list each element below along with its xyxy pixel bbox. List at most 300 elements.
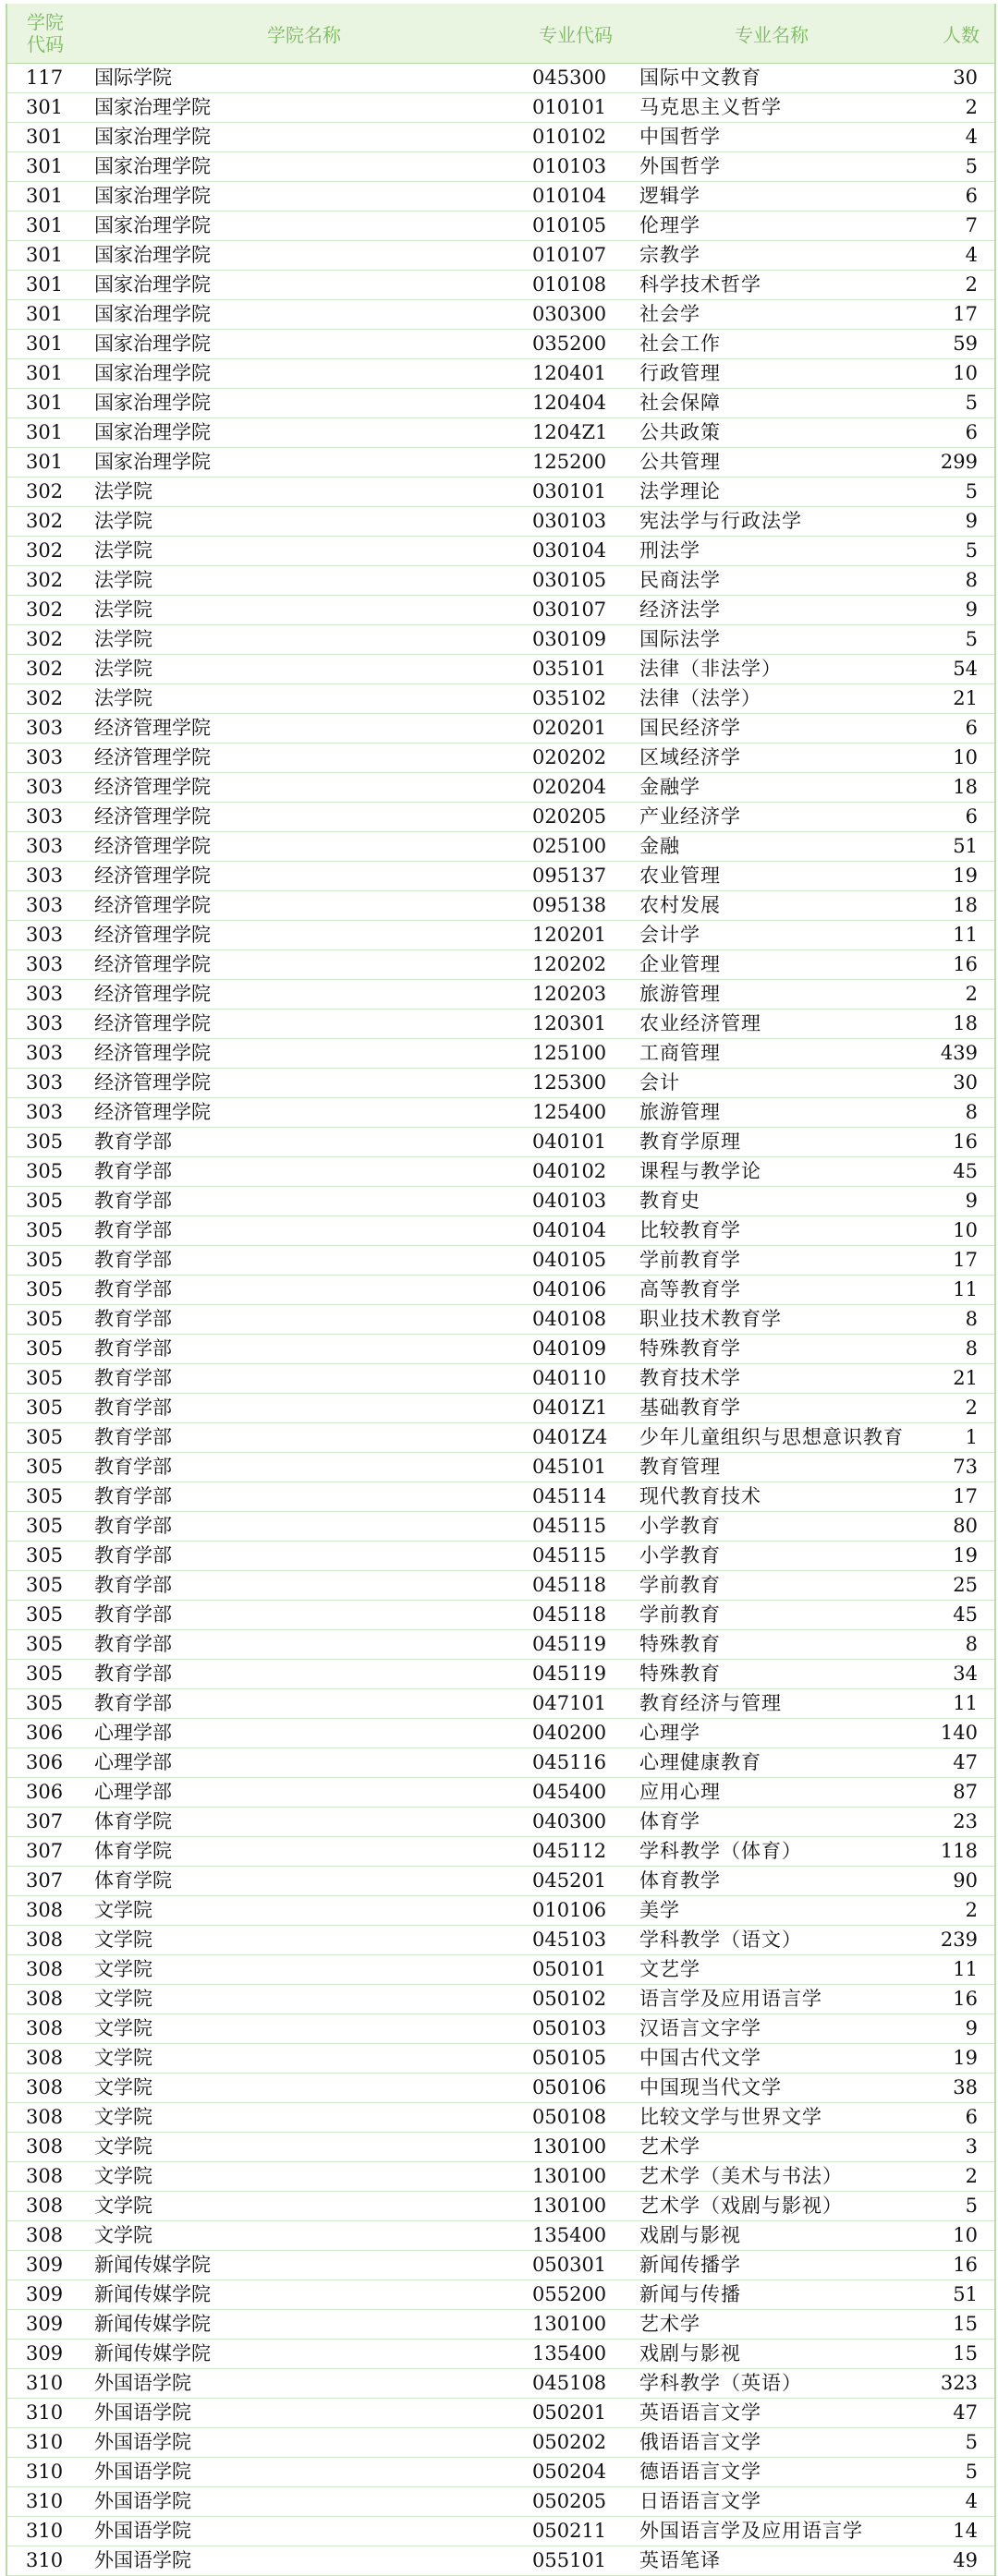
cell-college-name: 教育学部 [94, 1663, 172, 1685]
cell-major-name: 比较文学与世界文学 [639, 2106, 822, 2128]
cell-college-code: 117 [26, 67, 64, 89]
table-row [7, 1187, 994, 1216]
cell-count: 21 [953, 687, 978, 709]
cell-major-code: 040200 [532, 1722, 607, 1744]
cell-major-code: 045115 [532, 1515, 607, 1537]
cell-college-name: 教育学部 [94, 1426, 172, 1448]
cell-college-code: 302 [26, 539, 64, 562]
cell-major-name: 教育学原理 [639, 1131, 741, 1153]
cell-count: 9 [965, 1190, 978, 1212]
table-row [7, 123, 994, 152]
cell-college-name: 教育学部 [94, 1190, 172, 1212]
cell-major-name: 俄语语言文学 [639, 2431, 761, 2453]
cell-major-code: 010107 [532, 244, 607, 266]
table-row [7, 744, 994, 773]
cell-college-name: 教育学部 [94, 1515, 172, 1537]
table-row [7, 773, 994, 803]
cell-college-code: 303 [26, 924, 64, 946]
table-row [7, 2399, 994, 2428]
cell-college-name: 教育学部 [94, 1278, 172, 1300]
cell-count: 6 [965, 2106, 978, 2128]
cell-college-code: 308 [26, 2165, 64, 2187]
table-row [7, 921, 994, 950]
cell-count: 17 [953, 303, 978, 325]
cell-college-name: 体育学院 [94, 1840, 172, 1862]
cell-count: 8 [965, 1633, 978, 1655]
cell-major-code: 045112 [532, 1840, 607, 1862]
table-row [7, 980, 994, 1010]
cell-major-code: 030101 [532, 480, 607, 502]
table-row [7, 714, 994, 744]
table-row [7, 389, 994, 418]
cell-college-code: 310 [26, 2520, 64, 2542]
table-row [7, 1867, 994, 1896]
cell-college-name: 教育学部 [94, 1544, 172, 1566]
cell-major-name: 文艺学 [639, 1958, 700, 1980]
cell-major-code: 010101 [532, 96, 607, 118]
cell-major-name: 旅游管理 [639, 983, 721, 1005]
cell-count: 8 [965, 1101, 978, 1123]
cell-college-name: 经济管理学院 [94, 1012, 211, 1034]
cell-count: 6 [965, 805, 978, 828]
cell-college-name: 教育学部 [94, 1337, 172, 1360]
cell-college-name: 教育学部 [94, 1574, 172, 1596]
cell-college-name: 体育学院 [94, 1869, 172, 1892]
cell-count: 17 [953, 1485, 978, 1507]
table-row [7, 1069, 994, 1098]
cell-count: 323 [940, 2372, 978, 2394]
cell-college-code: 305 [26, 1692, 64, 1714]
header-major-name: 专业名称 [735, 23, 809, 46]
enrollment-table [6, 4, 996, 2576]
cell-college-name: 教育学部 [94, 1131, 172, 1153]
cell-major-code: 035101 [532, 658, 607, 680]
cell-college-name: 文学院 [94, 2224, 152, 2246]
cell-major-name: 金融 [639, 835, 680, 857]
cell-major-code: 010106 [532, 1899, 607, 1921]
cell-college-name: 教育学部 [94, 1633, 172, 1655]
table-row [7, 950, 994, 980]
cell-college-code: 310 [26, 2461, 64, 2483]
cell-college-code: 302 [26, 628, 64, 650]
cell-major-code: 050101 [532, 1958, 607, 1980]
cell-count: 51 [953, 835, 978, 857]
cell-major-code: 040102 [532, 1160, 607, 1182]
cell-college-code: 302 [26, 569, 64, 591]
cell-major-name: 戏剧与影视 [639, 2224, 741, 2246]
table-row [7, 478, 994, 507]
header-major-code: 专业代码 [539, 23, 613, 46]
cell-count: 25 [953, 1574, 978, 1596]
cell-major-code: 050102 [532, 1988, 607, 2010]
cell-count: 5 [965, 155, 978, 177]
cell-major-name: 日语语言文学 [639, 2490, 761, 2512]
cell-college-name: 教育学部 [94, 1692, 172, 1714]
cell-count: 80 [953, 1515, 978, 1537]
cell-college-code: 305 [26, 1308, 64, 1330]
cell-count: 34 [953, 1663, 978, 1685]
cell-count: 10 [953, 362, 978, 384]
cell-major-code: 120202 [532, 953, 607, 975]
cell-college-name: 文学院 [94, 2106, 152, 2128]
cell-major-code: 130100 [532, 2165, 607, 2187]
cell-college-name: 外国语学院 [94, 2461, 191, 2483]
cell-count: 16 [953, 953, 978, 975]
cell-count: 59 [953, 333, 978, 355]
cell-count: 8 [965, 1308, 978, 1330]
cell-college-code: 302 [26, 658, 64, 680]
cell-major-name: 工商管理 [639, 1042, 721, 1064]
cell-college-code: 308 [26, 1988, 64, 2010]
cell-major-name: 艺术学 [639, 2135, 700, 2158]
cell-college-name: 文学院 [94, 1988, 152, 2010]
cell-major-name: 中国现当代文学 [639, 2076, 782, 2098]
cell-major-name: 英语笔译 [639, 2549, 721, 2571]
cell-count: 4 [965, 244, 978, 266]
table-body [7, 64, 994, 2576]
cell-major-name: 金融学 [639, 776, 700, 798]
cell-count: 2 [965, 96, 978, 118]
cell-major-name: 戏剧与影视 [639, 2342, 741, 2364]
cell-major-name: 教育管理 [639, 1456, 721, 1478]
cell-count: 6 [965, 185, 978, 207]
table-row [7, 537, 994, 566]
cell-college-code: 301 [26, 155, 64, 177]
cell-college-name: 国家治理学院 [94, 126, 211, 148]
cell-college-name: 经济管理学院 [94, 953, 211, 975]
cell-major-code: 130100 [532, 2195, 607, 2217]
table-row [7, 448, 994, 478]
cell-college-code: 307 [26, 1840, 64, 1862]
cell-major-code: 055200 [532, 2283, 607, 2305]
cell-major-code: 020201 [532, 717, 607, 739]
cell-college-name: 经济管理学院 [94, 805, 211, 828]
cell-major-code: 040110 [532, 1367, 607, 1389]
table-row [7, 1246, 994, 1276]
table-row [7, 2280, 994, 2310]
cell-count: 10 [953, 746, 978, 768]
cell-major-code: 040300 [532, 1810, 607, 1832]
table-row [7, 241, 994, 271]
table-row [7, 1010, 994, 1039]
table-row [7, 2044, 994, 2074]
cell-count: 299 [940, 451, 978, 473]
cell-count: 45 [953, 1603, 978, 1626]
cell-major-code: 040101 [532, 1131, 607, 1153]
cell-major-code: 045400 [532, 1781, 607, 1803]
cell-college-code: 305 [26, 1249, 64, 1271]
cell-major-name: 体育教学 [639, 1869, 721, 1892]
cell-college-name: 文学院 [94, 2135, 152, 2158]
cell-count: 4 [965, 126, 978, 148]
cell-college-name: 国家治理学院 [94, 273, 211, 296]
cell-college-name: 心理学部 [94, 1722, 172, 1744]
table-row [7, 2487, 994, 2517]
table-row [7, 1719, 994, 1748]
cell-major-code: 010103 [532, 155, 607, 177]
cell-college-name: 新闻传媒学院 [94, 2254, 211, 2276]
cell-major-code: 045103 [532, 1929, 607, 1951]
cell-major-name: 艺术学（戏剧与影视） [639, 2195, 843, 2217]
table-row [7, 418, 994, 448]
cell-major-code: 040103 [532, 1190, 607, 1212]
cell-major-name: 特殊教育 [639, 1663, 721, 1685]
table-row [7, 2192, 994, 2221]
table-row [7, 1630, 994, 1660]
cell-major-name: 小学教育 [639, 1515, 721, 1537]
cell-count: 5 [965, 392, 978, 414]
table-row [7, 1896, 994, 1926]
cell-college-code: 305 [26, 1131, 64, 1153]
table-row [7, 2517, 994, 2546]
cell-major-name: 刑法学 [639, 539, 700, 562]
cell-major-code: 045115 [532, 1544, 607, 1566]
cell-count: 2 [965, 2165, 978, 2187]
cell-major-code: 040105 [532, 1249, 607, 1271]
cell-major-name: 社会学 [639, 303, 700, 325]
cell-major-name: 特殊教育 [639, 1633, 721, 1655]
cell-college-code: 302 [26, 510, 64, 532]
cell-count: 87 [953, 1781, 978, 1803]
cell-college-code: 303 [26, 776, 64, 798]
cell-college-code: 303 [26, 805, 64, 828]
table-row [7, 2546, 994, 2576]
cell-college-code: 303 [26, 1042, 64, 1064]
cell-count: 19 [953, 2047, 978, 2069]
cell-college-name: 外国语学院 [94, 2372, 191, 2394]
cell-count: 3 [965, 2135, 978, 2158]
cell-college-code: 301 [26, 185, 64, 207]
cell-college-code: 301 [26, 421, 64, 443]
cell-count: 21 [953, 1367, 978, 1389]
cell-major-name: 学前教育学 [639, 1249, 741, 1271]
cell-count: 2 [965, 273, 978, 296]
cell-count: 15 [953, 2313, 978, 2335]
cell-college-code: 303 [26, 1012, 64, 1034]
cell-count: 2 [965, 1397, 978, 1419]
cell-college-code: 305 [26, 1574, 64, 1596]
cell-college-name: 国家治理学院 [94, 421, 211, 443]
table-row [7, 1542, 994, 1571]
cell-count: 10 [953, 1219, 978, 1241]
table-row [7, 1808, 994, 1837]
cell-major-name: 德语语言文学 [639, 2461, 761, 2483]
cell-major-name: 特殊教育学 [639, 1337, 741, 1360]
table-row [7, 2458, 994, 2487]
cell-count: 5 [965, 2461, 978, 2483]
cell-major-name: 会计学 [639, 924, 700, 946]
cell-count: 11 [953, 1958, 978, 1980]
cell-major-code: 050105 [532, 2047, 607, 2069]
table-row [7, 1926, 994, 1955]
table-row [7, 2369, 994, 2399]
table-row [7, 1660, 994, 1689]
cell-major-code: 045118 [532, 1574, 607, 1596]
table-row [7, 1305, 994, 1335]
cell-major-code: 030300 [532, 303, 607, 325]
cell-college-code: 301 [26, 392, 64, 414]
cell-major-code: 120301 [532, 1012, 607, 1034]
cell-major-name: 艺术学 [639, 2313, 700, 2335]
table-row [7, 2221, 994, 2251]
cell-major-name: 汉语言文字学 [639, 2017, 761, 2039]
cell-count: 90 [953, 1869, 978, 1892]
table-row [7, 1955, 994, 1985]
cell-college-code: 301 [26, 126, 64, 148]
cell-college-code: 301 [26, 96, 64, 118]
table-row [7, 803, 994, 832]
cell-college-name: 新闻传媒学院 [94, 2313, 211, 2335]
cell-college-code: 305 [26, 1544, 64, 1566]
cell-count: 47 [953, 1751, 978, 1773]
cell-major-code: 135400 [532, 2224, 607, 2246]
cell-major-code: 050202 [532, 2431, 607, 2453]
cell-college-code: 301 [26, 333, 64, 355]
cell-college-code: 303 [26, 1071, 64, 1094]
cell-college-name: 新闻传媒学院 [94, 2283, 211, 2305]
cell-major-name: 宪法学与行政法学 [639, 510, 802, 532]
cell-college-name: 经济管理学院 [94, 746, 211, 768]
cell-college-name: 国家治理学院 [94, 392, 211, 414]
cell-major-name: 美学 [639, 1899, 680, 1921]
cell-major-name: 国际法学 [639, 628, 721, 650]
cell-major-name: 现代教育技术 [639, 1485, 761, 1507]
table-row [7, 1394, 994, 1423]
cell-major-code: 010102 [532, 126, 607, 148]
cell-major-code: 120203 [532, 983, 607, 1005]
cell-count: 5 [965, 628, 978, 650]
table-row [7, 1778, 994, 1808]
cell-count: 6 [965, 717, 978, 739]
cell-college-code: 305 [26, 1219, 64, 1241]
cell-count: 9 [965, 599, 978, 621]
cell-major-name: 学前教育 [639, 1603, 721, 1626]
cell-major-name: 心理健康教育 [639, 1751, 761, 1773]
cell-major-code: 045108 [532, 2372, 607, 2394]
cell-major-name: 法律（非法学） [639, 658, 782, 680]
cell-college-code: 302 [26, 480, 64, 502]
cell-college-name: 心理学部 [94, 1751, 172, 1773]
cell-college-name: 法学院 [94, 569, 152, 591]
cell-college-name: 法学院 [94, 628, 152, 650]
table-row [7, 507, 994, 537]
table-row [7, 2074, 994, 2103]
cell-major-code: 125200 [532, 451, 607, 473]
cell-count: 2 [965, 983, 978, 1005]
cell-major-name: 艺术学（美术与书法） [639, 2165, 843, 2187]
cell-college-name: 国家治理学院 [94, 185, 211, 207]
cell-college-code: 305 [26, 1190, 64, 1212]
cell-college-name: 文学院 [94, 1929, 152, 1951]
cell-major-name: 区域经济学 [639, 746, 741, 768]
cell-college-name: 经济管理学院 [94, 924, 211, 946]
cell-major-name: 旅游管理 [639, 1101, 721, 1123]
cell-college-name: 外国语学院 [94, 2490, 191, 2512]
cell-college-code: 302 [26, 599, 64, 621]
cell-major-code: 030109 [532, 628, 607, 650]
cell-major-code: 045101 [532, 1456, 607, 1478]
cell-college-code: 305 [26, 1456, 64, 1478]
cell-college-code: 308 [26, 2047, 64, 2069]
table-row [7, 1276, 994, 1305]
cell-major-code: 050108 [532, 2106, 607, 2128]
cell-major-name: 宗教学 [639, 244, 700, 266]
cell-major-name: 逻辑学 [639, 185, 700, 207]
table-row [7, 1689, 994, 1719]
cell-major-name: 社会保障 [639, 392, 721, 414]
table-row [7, 2428, 994, 2458]
cell-major-code: 045118 [532, 1603, 607, 1626]
cell-college-code: 301 [26, 273, 64, 296]
cell-major-code: 040108 [532, 1308, 607, 1330]
cell-college-code: 303 [26, 953, 64, 975]
cell-major-name: 马克思主义哲学 [639, 96, 782, 118]
cell-college-code: 303 [26, 717, 64, 739]
cell-count: 8 [965, 569, 978, 591]
cell-major-code: 050211 [532, 2520, 607, 2542]
cell-college-name: 教育学部 [94, 1603, 172, 1626]
cell-count: 11 [953, 924, 978, 946]
cell-college-name: 经济管理学院 [94, 835, 211, 857]
table-row [7, 300, 994, 330]
cell-college-name: 法学院 [94, 658, 152, 680]
cell-count: 23 [953, 1810, 978, 1832]
cell-count: 1 [965, 1426, 978, 1448]
cell-count: 47 [953, 2401, 978, 2424]
cell-major-name: 语言学及应用语言学 [639, 1988, 822, 2010]
cell-college-code: 310 [26, 2401, 64, 2424]
table-row [7, 1423, 994, 1453]
cell-college-code: 310 [26, 2490, 64, 2512]
table-row [7, 1453, 994, 1482]
cell-major-code: 045300 [532, 67, 607, 89]
cell-college-code: 306 [26, 1722, 64, 1744]
table-row [7, 1748, 994, 1778]
cell-major-code: 120404 [532, 392, 607, 414]
cell-college-code: 301 [26, 303, 64, 325]
cell-college-code: 305 [26, 1485, 64, 1507]
cell-major-name: 农业管理 [639, 865, 721, 887]
cell-college-code: 307 [26, 1869, 64, 1892]
cell-college-code: 308 [26, 1929, 64, 1951]
cell-major-name: 体育学 [639, 1810, 700, 1832]
cell-count: 19 [953, 865, 978, 887]
cell-major-code: 045116 [532, 1751, 607, 1773]
table-row [7, 2133, 994, 2162]
cell-count: 15 [953, 2342, 978, 2364]
table-row [7, 1157, 994, 1187]
cell-major-code: 020204 [532, 776, 607, 798]
cell-major-name: 行政管理 [639, 362, 721, 384]
cell-major-code: 045114 [532, 1485, 607, 1507]
cell-count: 5 [965, 2195, 978, 2217]
cell-count: 16 [953, 1131, 978, 1153]
cell-major-name: 法律（法学） [639, 687, 761, 709]
cell-college-name: 文学院 [94, 2165, 152, 2187]
cell-college-name: 教育学部 [94, 1456, 172, 1478]
table-row [7, 1837, 994, 1867]
cell-college-code: 303 [26, 835, 64, 857]
table-row [7, 271, 994, 300]
cell-count: 19 [953, 1544, 978, 1566]
cell-college-code: 305 [26, 1603, 64, 1626]
cell-college-name: 教育学部 [94, 1397, 172, 1419]
cell-major-code: 050103 [532, 2017, 607, 2039]
cell-college-name: 经济管理学院 [94, 865, 211, 887]
header-college-name: 学院名称 [267, 23, 341, 46]
cell-major-code: 030104 [532, 539, 607, 562]
cell-major-code: 020205 [532, 805, 607, 828]
